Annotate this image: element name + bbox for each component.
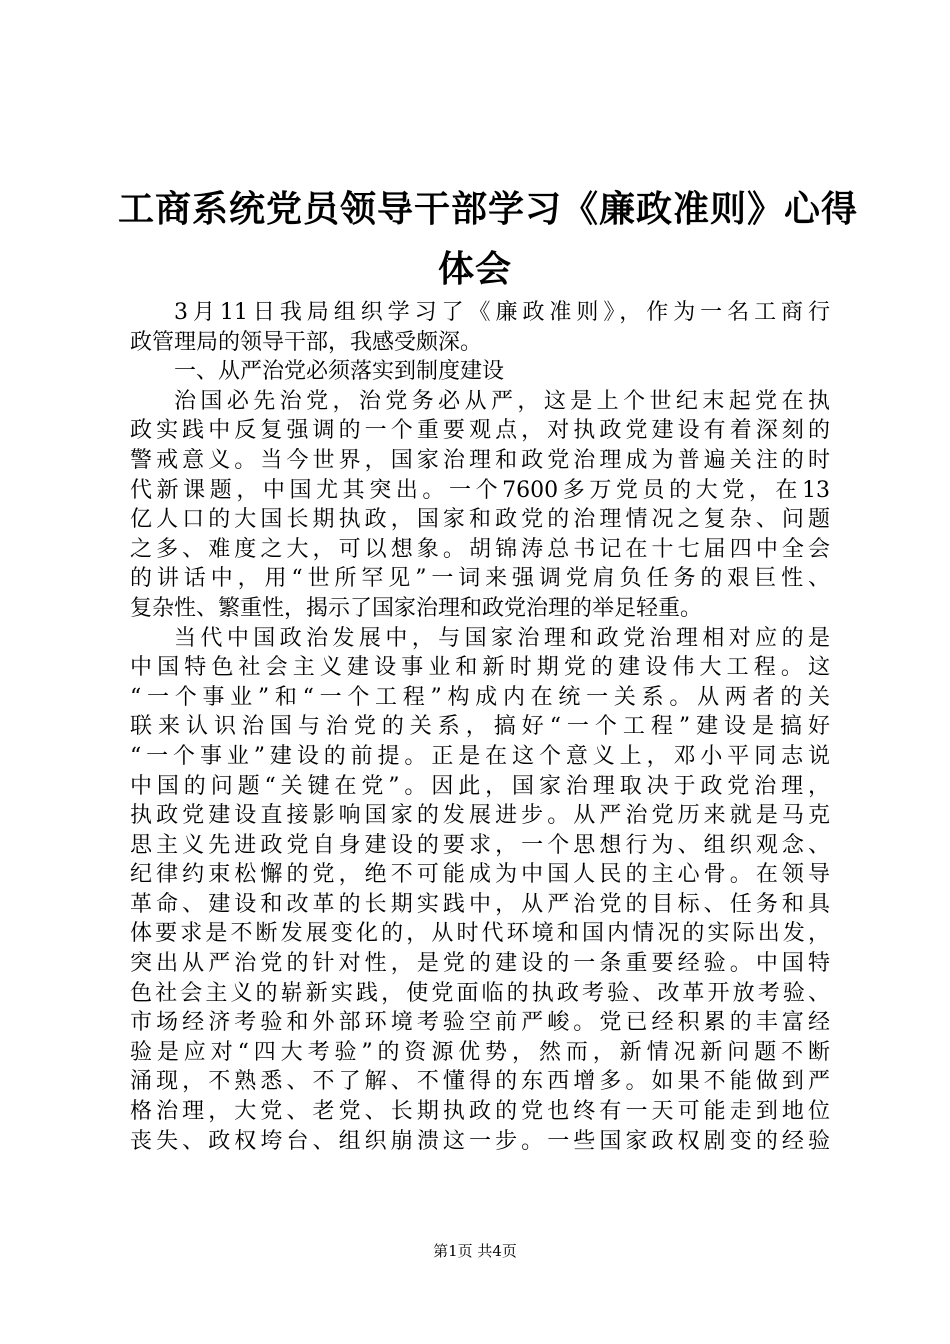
body-line: 纪律约束松懈的党，绝不可能成为中国人民的主心骨。在领导: [130, 862, 830, 888]
document-body: [130, 298, 830, 1156]
document-title-line-1: 工商系统党员领导干部学习《廉政准则》心得: [118, 189, 859, 230]
body-line: 政管理局的领导干部，我感受颇深。: [130, 329, 483, 355]
body-line: 之多、难度之大，可以想象。胡锦涛总书记在十七届四中全会: [130, 536, 830, 562]
body-line: 的讲话中，用“世所罕见”一词来强调党肩负任务的艰巨性、: [130, 566, 830, 592]
section-heading: 一、从严治党必须落实到制度建设: [174, 359, 505, 385]
body-line: 中国特色社会主义建设事业和新时期党的建设伟大工程。这: [130, 655, 830, 681]
page-footer: 第1页 共4页: [433, 1242, 517, 1260]
body-line: 当代中国政治发展中，与国家治理和政党治理相对应的是: [174, 625, 830, 651]
body-line: 体要求是不断发展变化的，从时代环境和国内情况的实际出发，: [130, 921, 830, 947]
body-line: 政实践中反复强调的一个重要观点，对执政党建设有着深刻的: [130, 418, 830, 444]
body-line: 联来认识治国与治党的关系，搞好“一个工程”建设是搞好: [130, 714, 830, 740]
body-line: 市场经济考验和外部环境考验空前严峻。党已经积累的丰富经: [130, 1010, 830, 1036]
body-line: 思主义先进政党自身建设的要求，一个思想行为、组织观念、: [130, 832, 830, 858]
body-line: 丧失、政权垮台、组织崩溃这一步。一些国家政权剧变的经验: [130, 1128, 830, 1154]
body-line: 色社会主义的崭新实践，使党面临的执政考验、改革开放考验、: [130, 980, 830, 1006]
body-line: 警戒意义。当今世界，国家治理和政党治理成为普遍关注的时: [130, 447, 830, 473]
body-line: 中国的问题“关键在党”。因此，国家治理取决于政党治理，: [130, 773, 830, 799]
body-line: 涌现，不熟悉、不了解、不懂得的东西增多。如果不能做到严: [130, 1069, 830, 1095]
body-line: 复杂性、繁重性，揭示了国家治理和政党治理的举足轻重。: [130, 595, 703, 621]
body-line: 突出从严治党的针对性，是党的建设的一条重要经验。中国特: [130, 951, 830, 977]
body-line: “一个事业”和“一个工程”构成内在统一关系。从两者的关: [130, 684, 830, 710]
body-line: 亿人口的大国长期执政，国家和政党的治理情况之复杂、问题: [130, 507, 830, 533]
body-line: 执政党建设直接影响国家的发展进步。从严治党历来就是马克: [130, 803, 830, 829]
document-title-line-2: 体会: [437, 249, 512, 290]
body-line: 3月11日我局组织学习了《廉政准则》，作为一名工商行: [174, 300, 830, 325]
body-line: “一个事业”建设的前提。正是在这个意义上，邓小平同志说: [130, 743, 830, 769]
body-line: 代新课题，中国尤其突出。一个7600多万党员的大党，在13: [130, 477, 830, 503]
body-line: 治国必先治党，治党务必从严，这是上个世纪末起党在执: [174, 388, 830, 414]
body-line: 革命、建设和改革的长期实践中，从严治党的目标、任务和具: [130, 891, 830, 917]
body-line: 格治理，大党、老党、长期执政的党也终有一天可能走到地位: [130, 1099, 830, 1125]
body-line: 验是应对“四大考验”的资源优势，然而，新情况新问题不断: [130, 1039, 830, 1065]
